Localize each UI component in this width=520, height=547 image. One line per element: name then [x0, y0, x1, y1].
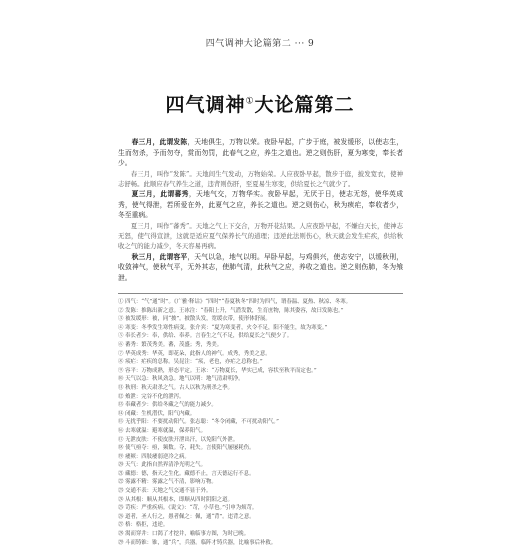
paragraph-lead: 夏三月，此谓蕃秀: [131, 190, 189, 199]
paragraph-text: ，天地俱生，万物以荣。夜卧早起，广步于庭，被发缓形，以使志生，生而勿杀，予而勿夺，赏而勿罚，此春气之应，养生之道也。逆之则伤肝，夏为寒变，奉长者少。: [118, 138, 404, 168]
footnote: ㉘ 渴而穿井：口渴了才挖井，喻临事方图，为时已晚。: [118, 531, 250, 538]
footnote: ⑩ 天气以急：秋风劲急。地气以明：地气清肃明净。: [118, 376, 244, 383]
chapter-title-main: 四气调神: [165, 94, 246, 116]
footnote: ㉑ 藏德：德，指天之生化。藏德不止，言天德运行不息。: [118, 470, 255, 477]
classic-paragraph: [118, 137, 403, 169]
footnote: ⑦ 华英成秀：华英，即花朵，此指人的神气。成秀，秀美之意。: [118, 350, 271, 357]
footnote: ⑭ 闭藏：生机潜伏，阳气内藏。: [118, 410, 196, 417]
classic-paragraph: [118, 252, 403, 284]
classic-paragraph: [118, 189, 403, 221]
paragraph-text: ，天气以急，地气以明。早卧早起，与鸡俱兴，使志安宁，以缓秋刑，收敛神气，使秋气平，无外其志，使肺气清，此秋气之应，养收之道也。逆之则伤肺，冬为飧泄。: [118, 252, 404, 282]
footnote: ① 四气：“气”通“时”。《广雅·释诂》“四时”“春夏秋冬”四时为四气，谓春温、夏热、秋凉、冬寒。: [118, 299, 352, 305]
footnote: ⑨ 容平：万物成熟，形态平定。王冰：“万物夏长，华实已成，容状至秋平而定也。”: [118, 367, 317, 374]
footnote: ⑰ 无泄皮肤：不使皮肤开泄出汗，以免阳气外泄。: [118, 436, 239, 443]
paragraph-lead: 春三月，此谓发陈: [131, 138, 188, 146]
footnote: ㉒ 雾露不精：雾露之气不清，影响万物。: [118, 479, 217, 486]
footnote: ⑤ 奉长者少：奉，供给、奉养。言春生之气不足，供给夏长之气便少了。: [118, 333, 293, 340]
footnote: ⑳ 天气：此指自然界清净光明之气。: [118, 462, 206, 469]
translation-paragraph: [118, 221, 403, 252]
footnote: ⑮ 无扰乎阳：不要扰动阳气。张志聪：“冬令闭藏，不可扰动阳气。”: [118, 419, 279, 426]
footnote: ㉙ 斗而铸锥：锥，通“兵”，兵器。临阵才铸兵器，比喻事后补救。: [118, 539, 277, 546]
footnote: ⑬ 奉藏者少：供给冬藏之气的能力减少。: [118, 402, 217, 409]
footnote: ⑱ 使气亟夺：亟，频数。夺，耗失。言使阳气屡屡耗伤。: [118, 445, 255, 452]
footnote: ㉖ 道者，圣人行之，愚者佩之：佩，通“背”。违背之意。: [118, 513, 255, 520]
footnote: ⑥ 蕃秀：繁茂秀美。蕃，茂盛；秀，秀美。: [118, 341, 223, 348]
translation-paragraph: [118, 169, 403, 189]
footnote: ⑫ 飧泄：完谷不化的泄泻。: [118, 393, 185, 400]
footnotes: [118, 298, 403, 547]
footnote: ⑧ 痎疟：疟疾的总称。吴昆注：“痎，老也，亦疟之总称也。”: [118, 359, 263, 366]
paragraph-text: 夏三月，叫作“蕃秀”。天地之气上下交合，万物开花结果。人应夜卧早起，不嫌白天长，使神志无怒，使气得宣泄，这就是适应夏气保养长气的道理；违逆此法则伤心，秋天就会发生疟疾，供给秋收之气的能力减少，冬天容易再病。: [118, 221, 403, 251]
footnote: ㉗ 格：格拒，违逆。: [118, 522, 169, 529]
footnote: ㉕ 苛疾：严重疾病。《说文》：“苛，小草也。”引申为烦苛。: [118, 505, 258, 512]
footnote: ⑪ 秋刑：秋天肃杀之气。古人以秋为刑杀之季。: [118, 384, 233, 391]
paragraph-text: 春三月，叫作“发陈”。天地间生气发动，万物始荣。人应夜卧早起，散步于庭，披发宽衣，使神志舒畅。此顺应春气养生之道，违背则伤肝，至夏易生寒变，供给夏长之气就少了。: [118, 169, 403, 188]
footnote: ㉔ 从其根：顺从其根本，即顺从四时阴阳之道。: [118, 496, 233, 503]
footnote: ㉓ 交通不表：天地之气交通不显于外。: [118, 488, 212, 495]
paragraph-text: ，天地气交，万物华实。夜卧早起，无厌于日，使志无怒，使华英成秀，使气得泄，若所爱在外，此夏气之应，养长之道也。逆之则伤心，秋为痎疟，奉收者少，冬至重病。: [118, 190, 404, 220]
footnote: ③ 被发缓形：被，同“披”。披散头发，宽缓衣带，使形体舒展。: [118, 316, 271, 323]
chapter-title-footnote-marker: ①: [245, 96, 255, 107]
footnote: ⑲ 痿厥：四肢痿弱逆冷之病。: [118, 453, 190, 460]
chapter-title: [0, 90, 520, 117]
footnote: ④ 寒变：冬季发生寒性病变。张介宾：“夏为寒变者，火令不足，阳不能生，故为寒变。”: [118, 324, 328, 331]
main-text: [118, 137, 403, 283]
footnote-divider: [118, 293, 403, 294]
footnote: ② 发陈：推陈出新之意。王冰注：“春阳上升，气潜发散，生育庶物，陈其姿容，故曰发陈也。”: [118, 307, 344, 314]
chapter-title-rest: 大论篇第二: [254, 94, 355, 116]
running-head: 四气调神大论篇第二 ··· 9: [205, 39, 315, 49]
footnote: ⑯ 去寒就温：避寒就温，保养阳气。: [118, 427, 206, 434]
paragraph-lead: 秋三月，此谓容平: [131, 252, 188, 261]
